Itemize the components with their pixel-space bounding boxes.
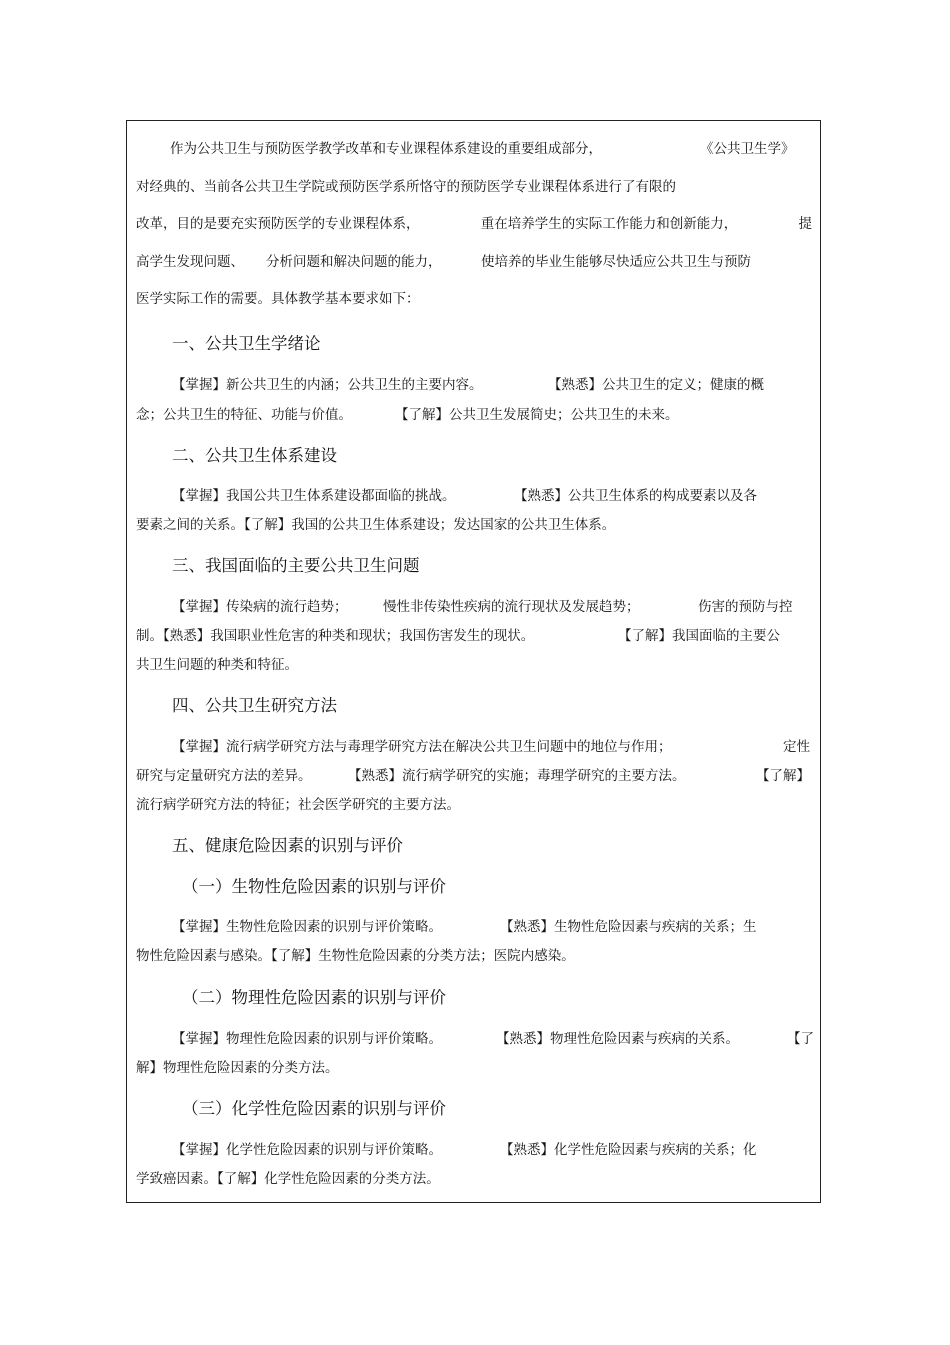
s5c-line-1a: 【掌握】化学性危险因素的识别与评价策略。 [172, 1142, 442, 1158]
intro-line-3b: 重在培养学生的实际工作能力和创新能力， [480, 216, 738, 232]
s5b-line-1b: 【熟悉】物理性危险因素与疾病的关系。 [496, 1031, 739, 1047]
intro-line-5: 医学实际工作的需要。具体教学基本要求如下： [136, 291, 420, 307]
s2-line-1a: 【掌握】我国公共卫生体系建设都面临的挑战。 [172, 488, 456, 504]
s3-line-1a: 【掌握】传染病的流行趋势； [172, 599, 348, 615]
intro-line-4b: 分析问题和解决问题的能力， [266, 254, 442, 270]
s1-line-2b: 【了解】公共卫生发展简史；公共卫生的未来。 [395, 407, 679, 423]
s5c-line-1b: 【熟悉】化学性危险因素与疾病的关系；化 [500, 1142, 757, 1158]
s4-line-2c: 【了解】 [756, 768, 810, 784]
section-4-heading: 四、公共卫生研究方法 [172, 696, 337, 715]
intro-line-4c: 使培养的毕业生能够尽快适应公共卫生与预防 [481, 254, 751, 270]
s4-line-1a: 【掌握】流行病学研究方法与毒理学研究方法在解决公共卫生问题中的地位与作用； [172, 739, 672, 755]
s1-line-1a: 【掌握】新公共卫生的内涵；公共卫生的主要内容。 [172, 377, 483, 393]
s5c-line-2: 学致癌因素。【了解】化学性危险因素的分类方法。 [136, 1171, 440, 1187]
intro-line-2: 对经典的、当前各公共卫生学院或预防医学系所恪守的预防医学专业课程体系进行了有限的 [136, 179, 676, 195]
s4-line-1b: 定性 [783, 739, 810, 755]
section-5c-heading: （三）化学性危险因素的识别与评价 [182, 1099, 446, 1118]
s2-line-2: 要素之间的关系。【了解】我国的公共卫生体系建设；发达国家的公共卫生体系。 [136, 517, 616, 533]
intro-line-4a: 高学生发现问题、 [136, 254, 244, 270]
s5a-line-1b: 【熟悉】生物性危险因素与疾病的关系；生 [500, 919, 757, 935]
s4-line-3: 流行病学研究方法的特征；社会医学研究的主要方法。 [136, 797, 460, 813]
s3-line-1b: 慢性非传染性疾病的流行现状及发展趋势； [383, 599, 640, 615]
s3-line-2b: 【了解】我国面临的主要公 [618, 628, 780, 644]
s5b-line-1a: 【掌握】物理性危险因素的识别与评价策略。 [172, 1031, 442, 1047]
intro-line-3 [136, 215, 812, 233]
intro-line-1b: 《公共卫生学》 [700, 141, 795, 157]
s5b-line-2: 解】物理性危险因素的分类方法。 [136, 1060, 339, 1076]
s3-line-3: 共卫生问题的种类和特征。 [136, 657, 298, 673]
s5b-line-1c: 【了 [787, 1031, 814, 1047]
section-1-heading: 一、公共卫生学绪论 [172, 334, 321, 353]
s2-line-1b: 【熟悉】公共卫生体系的构成要素以及各 [514, 488, 757, 504]
intro-line-1a: 作为公共卫生与预防医学教学改革和专业课程体系建设的重要组成部分， [170, 141, 602, 157]
s5a-line-1a: 【掌握】生物性危险因素的识别与评价策略。 [172, 919, 442, 935]
s3-line-2a: 制。【熟悉】我国职业性危害的种类和现状；我国伤害发生的现状。 [136, 628, 535, 644]
section-2-heading: 二、公共卫生体系建设 [172, 446, 337, 465]
intro-line-3a: 改革，目的是要充实预防医学的专业课程体系， [136, 216, 420, 232]
s4-line-2a: 研究与定量研究方法的差异。 [136, 768, 312, 784]
section-3-heading: 三、我国面临的主要公共卫生问题 [172, 556, 420, 575]
intro-line-3c: 提 [798, 216, 812, 232]
s4-line-2b: 【熟悉】流行病学研究的实施；毒理学研究的主要方法。 [348, 768, 686, 784]
s1-line-2a: 念；公共卫生的特征、功能与价值。 [136, 407, 352, 423]
section-5-heading: 五、健康危险因素的识别与评价 [172, 836, 403, 855]
s1-line-1b: 【熟悉】公共卫生的定义；健康的概 [548, 377, 764, 393]
s3-line-1c: 伤害的预防与控 [698, 599, 793, 615]
s5a-line-2: 物性危险因素与感染。【了解】生物性危险因素的分类方法；医院内感染。 [136, 948, 575, 964]
section-5b-heading: （二）物理性危险因素的识别与评价 [182, 988, 446, 1007]
section-5a-heading: （一）生物性危险因素的识别与评价 [182, 877, 446, 896]
